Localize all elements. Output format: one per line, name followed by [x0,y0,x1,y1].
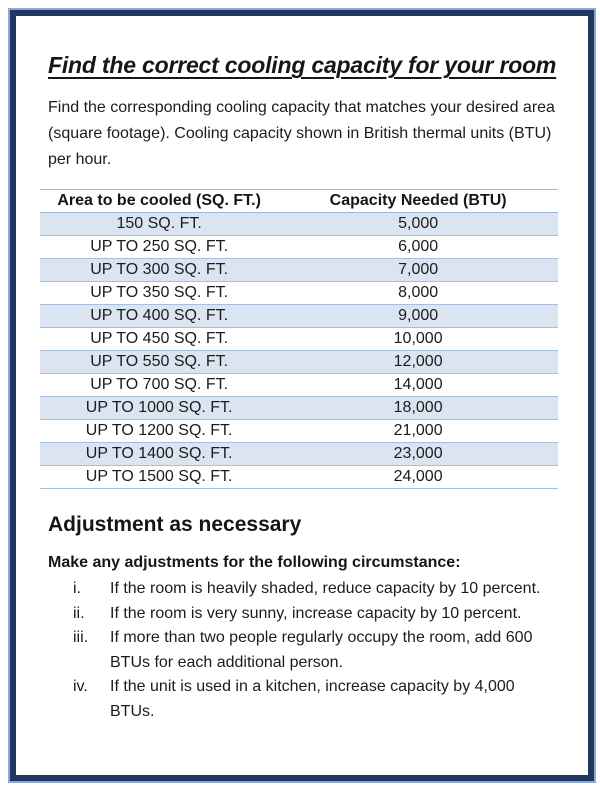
table-row [40,236,558,259]
list-item-text: If the room is very sunny, increase capacity by 10 percent. [110,604,522,622]
list-item-text: If the unit is used in a kitchen, increase capacity by 4,000 BTUs. [110,678,515,720]
page-border-frame [10,10,594,781]
cell-area: 150 SQ. FT. [40,213,278,236]
capacity-table-body [40,213,558,489]
table-row [40,213,558,236]
table-row [40,351,558,374]
cell-area: UP TO 1000 SQ. FT. [40,397,278,420]
header-cell-capacity: Capacity Needed (BTU) [278,190,558,213]
cell-area: UP TO 1500 SQ. FT. [40,466,278,489]
list-item-text: If the room is heavily shaded, reduce capacity by 10 percent. [110,580,541,597]
list-item [73,626,558,675]
table-row [40,328,558,351]
list-item [73,675,558,724]
cell-capacity: 8,000 [278,282,558,305]
table-row [40,305,558,328]
cell-area: UP TO 700 SQ. FT. [40,374,278,397]
adjustment-intro: Make any adjustments for the following circumstance: [48,554,461,571]
table-row [40,420,558,443]
table-row [40,443,558,466]
cell-capacity: 14,000 [278,374,558,397]
list-item-number: i. [73,580,81,597]
cell-area: UP TO 1400 SQ. FT. [40,443,278,466]
cell-area: UP TO 350 SQ. FT. [40,282,278,305]
cell-capacity: 10,000 [278,328,558,351]
cell-capacity: 23,000 [278,443,558,466]
list-item-number: iv. [73,678,88,695]
table-row [40,259,558,282]
list-item-text: If more than two people regularly occupy the room, add 600 BTUs for each additional person. [110,629,533,671]
list-item [73,602,558,627]
table-header-row [40,190,558,213]
cell-capacity: 12,000 [278,351,558,374]
cell-capacity: 7,000 [278,259,558,282]
cell-area: UP TO 250 SQ. FT. [40,236,278,259]
cell-area: UP TO 1200 SQ. FT. [40,420,278,443]
table-row [40,282,558,305]
list-item [73,577,558,602]
cell-capacity: 6,000 [278,236,558,259]
document-title: Find the correct cooling capacity for your room [48,52,557,78]
table-row [40,466,558,489]
table-row [40,374,558,397]
list-item-number: ii. [73,604,85,622]
cell-capacity: 5,000 [278,213,558,236]
cell-capacity: 24,000 [278,466,558,489]
cell-area: UP TO 450 SQ. FT. [40,328,278,351]
cell-area: UP TO 550 SQ. FT. [40,351,278,374]
header-cell-area: Area to be cooled (SQ. FT.) [40,190,278,213]
cooling-capacity-table [40,189,558,489]
cell-capacity: 18,000 [278,397,558,420]
table-row [40,397,558,420]
page-content [16,16,588,775]
cell-area: UP TO 300 SQ. FT. [40,259,278,282]
list-item-number: iii. [73,629,89,646]
cell-capacity: 9,000 [278,305,558,328]
cell-capacity: 21,000 [278,420,558,443]
cell-area: UP TO 400 SQ. FT. [40,305,278,328]
adjustment-list [48,577,558,724]
adjustment-heading: Adjustment as necessary [48,513,302,536]
intro-paragraph: Find the corresponding cooling capacity that matches your desired area (square footage). Cooling capacity shown in British thermal units (BTU) per hour. [48,99,555,168]
